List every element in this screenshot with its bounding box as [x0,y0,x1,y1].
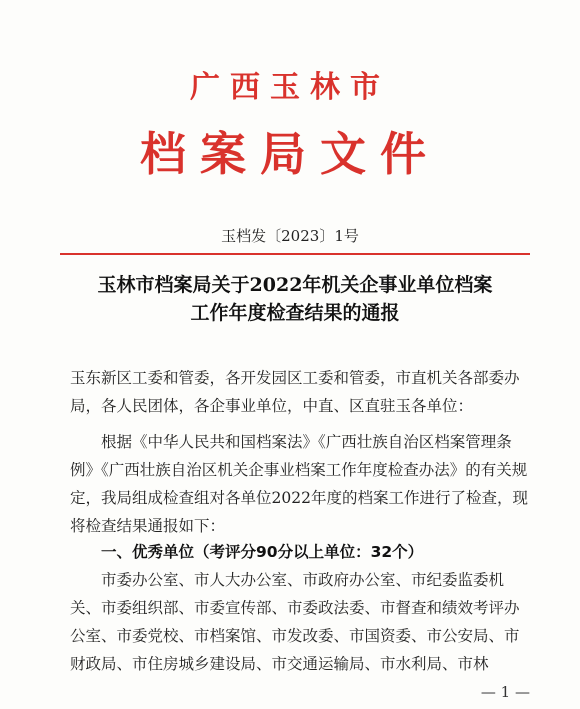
paragraph-basis [70,428,530,540]
header-title: 档案局文件 [140,127,440,181]
document-number: 玉档发〔2023〕1号 [221,227,359,245]
header-org: 广西玉林市 [190,70,390,105]
notice-title-line2: 工作年度检查结果的通报 [190,302,400,324]
red-divider [60,253,530,255]
section-heading-excellent: 一、优秀单位（考评分90分以上单位：32个） [101,543,424,561]
paragraph-basis-text: 根据《中华人民共和国档案法》《广西壮族自治区档案管理条例》《广西壮族自治区机关企事业档案工作年度检查办法》的有关规定，我局组成检查组对各单位2022年度的档案工作进行了检查，现将检查结果通报如下： [70,433,528,535]
paragraph-excellent-units-text: 市委办公室、市人大办公室、市政府办公室、市纪委监委机关、市委组织部、市委宣传部、市委政法委、市督查和绩效考评办公室、市委党校、市档案馆、市发改委、市国资委、市公安局、市财政局、市住房城乡建设局、市交通运输局、市水利局、市林 [70,571,520,673]
notice-title-line1: 玉林市档案局关于2022年机关企事业单位档案 [97,274,493,296]
paragraph-excellent-units [70,566,530,678]
salutation [70,364,530,420]
salutation-text: 玉东新区工委和管委，各开发园区工委和管委，市直机关各部委办局，各人民团体，各企事业单位，中直、区直驻玉各单位： [70,369,520,415]
notice-title [60,271,530,327]
page-number: — 1 — [480,683,530,701]
